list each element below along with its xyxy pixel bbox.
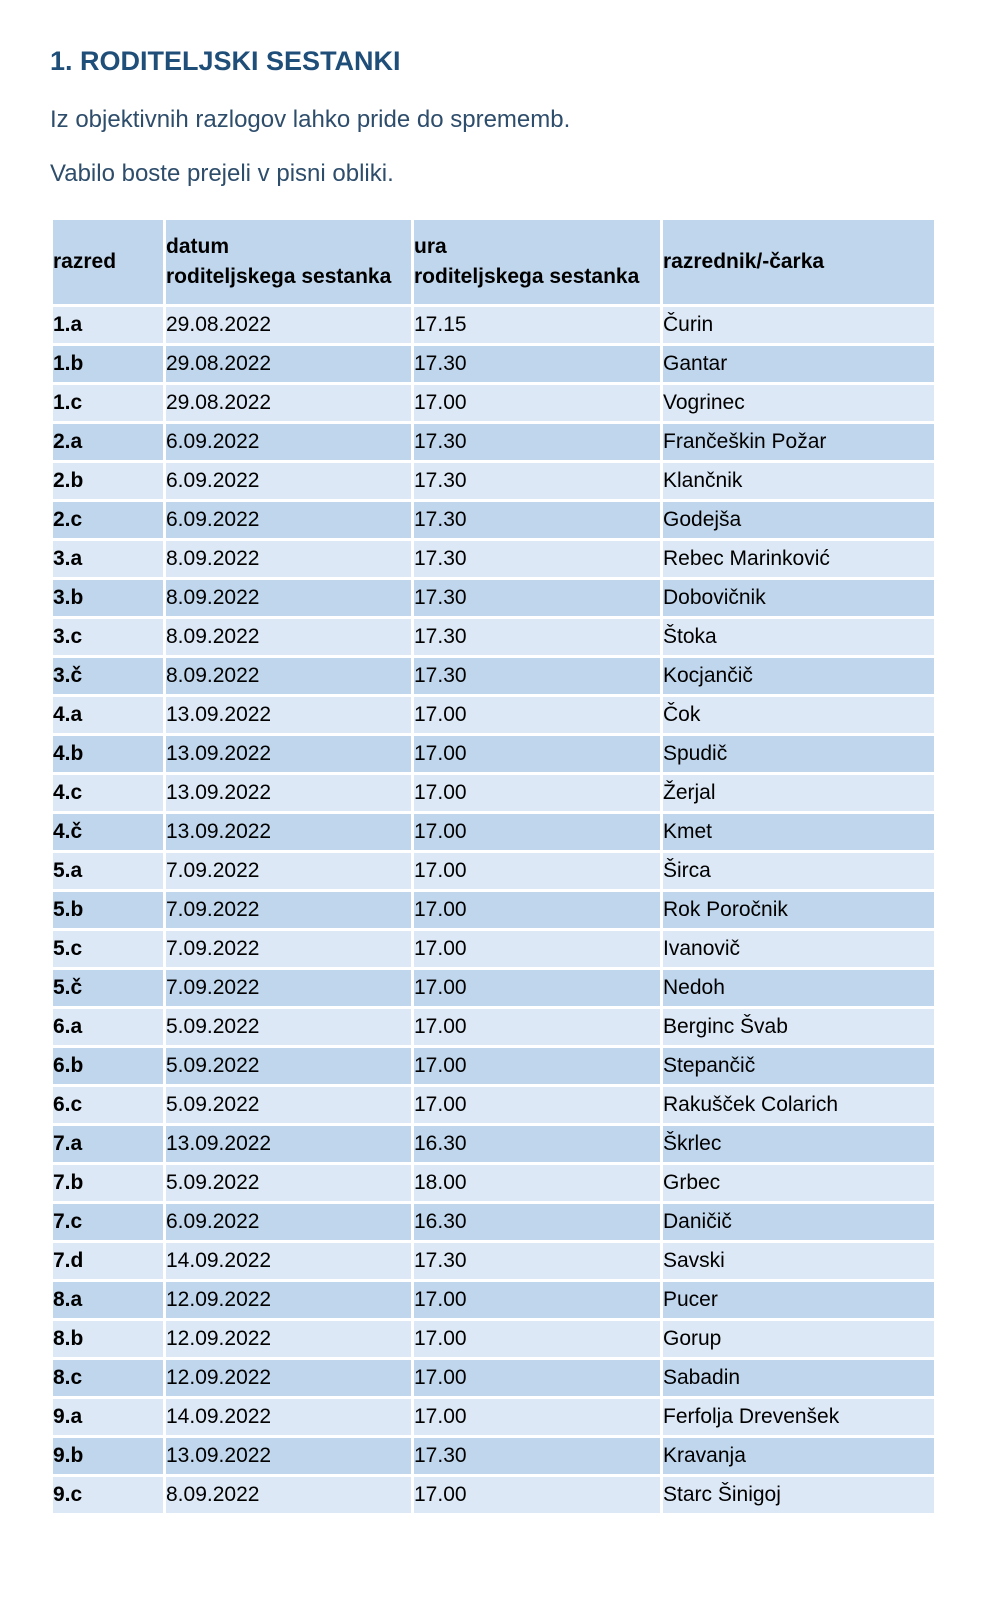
cell-time: 17.30 xyxy=(414,541,660,577)
table-row xyxy=(53,424,934,460)
cell-teacher: Širca xyxy=(663,853,934,889)
cell-date: 6.09.2022 xyxy=(166,463,411,499)
cell-date: 7.09.2022 xyxy=(166,970,411,1006)
cell-date: 8.09.2022 xyxy=(166,541,411,577)
cell-date: 12.09.2022 xyxy=(166,1360,411,1396)
cell-time: 17.00 xyxy=(414,1282,660,1318)
cell-teacher: Čurin xyxy=(663,307,934,343)
cell-teacher: Kravanja xyxy=(663,1438,934,1474)
table-row xyxy=(53,541,934,577)
cell-date: 12.09.2022 xyxy=(166,1282,411,1318)
cell-teacher: Žerjal xyxy=(663,775,934,811)
table-row xyxy=(53,1321,934,1357)
cell-teacher: Rok Poročnik xyxy=(663,892,934,928)
cell-time: 17.00 xyxy=(414,775,660,811)
header-class-line: razred xyxy=(53,250,117,273)
table-row xyxy=(53,853,934,889)
cell-time: 17.30 xyxy=(414,1438,660,1474)
cell-date: 13.09.2022 xyxy=(166,1438,411,1474)
cell-time: 17.00 xyxy=(414,1321,660,1357)
cell-date: 29.08.2022 xyxy=(166,307,411,343)
header-teacher-line: razrednik/-čarka xyxy=(663,250,825,273)
table-row xyxy=(53,775,934,811)
meeting-schedule-table xyxy=(50,217,937,1516)
cell-date: 7.09.2022 xyxy=(166,892,411,928)
cell-date: 5.09.2022 xyxy=(166,1087,411,1123)
header-date xyxy=(166,220,411,304)
cell-date: 7.09.2022 xyxy=(166,931,411,967)
page-title: 1. RODITELJSKI SESTANKI xyxy=(50,46,401,76)
cell-teacher: Daničič xyxy=(663,1204,934,1240)
cell-time: 17.00 xyxy=(414,892,660,928)
table-row xyxy=(53,1204,934,1240)
cell-teacher: Dobovičnik xyxy=(663,580,934,616)
cell-date: 14.09.2022 xyxy=(166,1399,411,1435)
cell-date: 6.09.2022 xyxy=(166,424,411,460)
cell-class: 5.a xyxy=(53,853,163,889)
table-row xyxy=(53,307,934,343)
cell-date: 12.09.2022 xyxy=(166,1321,411,1357)
cell-class: 5.č xyxy=(53,970,163,1006)
header-teacher xyxy=(663,220,934,304)
cell-time: 16.30 xyxy=(414,1126,660,1162)
cell-class: 5.b xyxy=(53,892,163,928)
table-row xyxy=(53,1009,934,1045)
cell-class: 4.a xyxy=(53,697,163,733)
table-body xyxy=(53,307,934,1513)
cell-date: 5.09.2022 xyxy=(166,1048,411,1084)
cell-class: 8.c xyxy=(53,1360,163,1396)
cell-class: 7.d xyxy=(53,1243,163,1279)
cell-teacher: Sabadin xyxy=(663,1360,934,1396)
table-row xyxy=(53,931,934,967)
cell-class: 2.b xyxy=(53,463,163,499)
cell-date: 7.09.2022 xyxy=(166,853,411,889)
cell-teacher: Frančeškin Požar xyxy=(663,424,934,460)
cell-class: 3.č xyxy=(53,658,163,694)
cell-teacher: Spudič xyxy=(663,736,934,772)
cell-class: 5.c xyxy=(53,931,163,967)
table-row xyxy=(53,970,934,1006)
cell-teacher: Vogrinec xyxy=(663,385,934,421)
cell-time: 17.30 xyxy=(414,346,660,382)
cell-date: 6.09.2022 xyxy=(166,1204,411,1240)
cell-date: 8.09.2022 xyxy=(166,619,411,655)
cell-class: 7.b xyxy=(53,1165,163,1201)
cell-teacher: Nedoh xyxy=(663,970,934,1006)
cell-date: 8.09.2022 xyxy=(166,658,411,694)
cell-time: 17.00 xyxy=(414,853,660,889)
cell-teacher: Berginc Švab xyxy=(663,1009,934,1045)
invitation-note: Vabilo boste prejeli v pisni obliki. xyxy=(50,160,394,187)
header-class xyxy=(53,220,163,304)
table-row xyxy=(53,736,934,772)
cell-time: 17.30 xyxy=(414,619,660,655)
cell-date: 13.09.2022 xyxy=(166,736,411,772)
table-row xyxy=(53,1048,934,1084)
cell-time: 16.30 xyxy=(414,1204,660,1240)
table-header-row xyxy=(53,220,934,304)
cell-time: 17.30 xyxy=(414,502,660,538)
table-row xyxy=(53,1477,934,1513)
table-row xyxy=(53,1126,934,1162)
cell-date: 8.09.2022 xyxy=(166,1477,411,1513)
cell-date: 6.09.2022 xyxy=(166,502,411,538)
cell-teacher: Stepančič xyxy=(663,1048,934,1084)
cell-date: 14.09.2022 xyxy=(166,1243,411,1279)
table-row xyxy=(53,1243,934,1279)
cell-time: 17.00 xyxy=(414,814,660,850)
cell-time: 17.30 xyxy=(414,658,660,694)
cell-class: 9.c xyxy=(53,1477,163,1513)
cell-time: 17.30 xyxy=(414,1243,660,1279)
cell-teacher: Škrlec xyxy=(663,1126,934,1162)
cell-class: 4.c xyxy=(53,775,163,811)
cell-date: 5.09.2022 xyxy=(166,1009,411,1045)
table-row xyxy=(53,658,934,694)
table-row xyxy=(53,1087,934,1123)
cell-time: 17.15 xyxy=(414,307,660,343)
cell-class: 4.č xyxy=(53,814,163,850)
cell-class: 8.b xyxy=(53,1321,163,1357)
cell-teacher: Čok xyxy=(663,697,934,733)
table-row xyxy=(53,502,934,538)
header-date-line-1: datum xyxy=(166,235,229,258)
table-row xyxy=(53,1360,934,1396)
cell-class: 7.c xyxy=(53,1204,163,1240)
cell-class: 1.b xyxy=(53,346,163,382)
cell-teacher: Gorup xyxy=(663,1321,934,1357)
cell-time: 17.30 xyxy=(414,424,660,460)
cell-teacher: Klančnik xyxy=(663,463,934,499)
table-row xyxy=(53,1282,934,1318)
cell-date: 13.09.2022 xyxy=(166,697,411,733)
table-row xyxy=(53,697,934,733)
cell-class: 6.c xyxy=(53,1087,163,1123)
cell-time: 17.00 xyxy=(414,1087,660,1123)
cell-time: 17.00 xyxy=(414,736,660,772)
cell-time: 17.00 xyxy=(414,970,660,1006)
cell-class: 3.a xyxy=(53,541,163,577)
cell-class: 6.a xyxy=(53,1009,163,1045)
cell-class: 2.a xyxy=(53,424,163,460)
cell-class: 2.c xyxy=(53,502,163,538)
table-row xyxy=(53,346,934,382)
cell-date: 5.09.2022 xyxy=(166,1165,411,1201)
cell-teacher: Kocjančič xyxy=(663,658,934,694)
cell-class: 1.c xyxy=(53,385,163,421)
header-time-line-2: roditeljskega sestanka xyxy=(414,265,640,288)
cell-time: 17.00 xyxy=(414,1360,660,1396)
cell-time: 18.00 xyxy=(414,1165,660,1201)
cell-date: 13.09.2022 xyxy=(166,1126,411,1162)
table-row xyxy=(53,385,934,421)
cell-date: 13.09.2022 xyxy=(166,775,411,811)
cell-time: 17.00 xyxy=(414,697,660,733)
cell-time: 17.00 xyxy=(414,1477,660,1513)
cell-class: 3.b xyxy=(53,580,163,616)
cell-class: 3.c xyxy=(53,619,163,655)
cell-teacher: Grbec xyxy=(663,1165,934,1201)
cell-time: 17.00 xyxy=(414,1048,660,1084)
cell-teacher: Rakušček Colarich xyxy=(663,1087,934,1123)
cell-teacher: Starc Šinigoj xyxy=(663,1477,934,1513)
table-row xyxy=(53,892,934,928)
cell-class: 7.a xyxy=(53,1126,163,1162)
cell-date: 29.08.2022 xyxy=(166,346,411,382)
table-row xyxy=(53,1438,934,1474)
cell-teacher: Pucer xyxy=(663,1282,934,1318)
cell-time: 17.00 xyxy=(414,931,660,967)
cell-teacher: Kmet xyxy=(663,814,934,850)
cell-teacher: Rebec Marinković xyxy=(663,541,934,577)
table-row xyxy=(53,463,934,499)
cell-time: 17.30 xyxy=(414,463,660,499)
table-row xyxy=(53,1165,934,1201)
cell-date: 29.08.2022 xyxy=(166,385,411,421)
table-row xyxy=(53,1399,934,1435)
header-time-line-1: ura xyxy=(414,235,447,258)
cell-time: 17.00 xyxy=(414,1009,660,1045)
cell-class: 4.b xyxy=(53,736,163,772)
cell-class: 1.a xyxy=(53,307,163,343)
cell-time: 17.00 xyxy=(414,385,660,421)
cell-date: 8.09.2022 xyxy=(166,580,411,616)
cell-teacher: Savski xyxy=(663,1243,934,1279)
cell-teacher: Ferfolja Drevenšek xyxy=(663,1399,934,1435)
cell-teacher: Gantar xyxy=(663,346,934,382)
intro-note: Iz objektivnih razlogov lahko pride do sprememb. xyxy=(50,106,571,133)
cell-teacher: Štoka xyxy=(663,619,934,655)
header-time xyxy=(414,220,660,304)
cell-teacher: Godejša xyxy=(663,502,934,538)
cell-time: 17.30 xyxy=(414,580,660,616)
cell-date: 13.09.2022 xyxy=(166,814,411,850)
header-date-line-2: roditeljskega sestanka xyxy=(166,265,392,288)
cell-time: 17.00 xyxy=(414,1399,660,1435)
cell-class: 8.a xyxy=(53,1282,163,1318)
table-row xyxy=(53,580,934,616)
cell-class: 9.a xyxy=(53,1399,163,1435)
cell-class: 9.b xyxy=(53,1438,163,1474)
table-row xyxy=(53,619,934,655)
cell-class: 6.b xyxy=(53,1048,163,1084)
table-row xyxy=(53,814,934,850)
cell-teacher: Ivanovič xyxy=(663,931,934,967)
